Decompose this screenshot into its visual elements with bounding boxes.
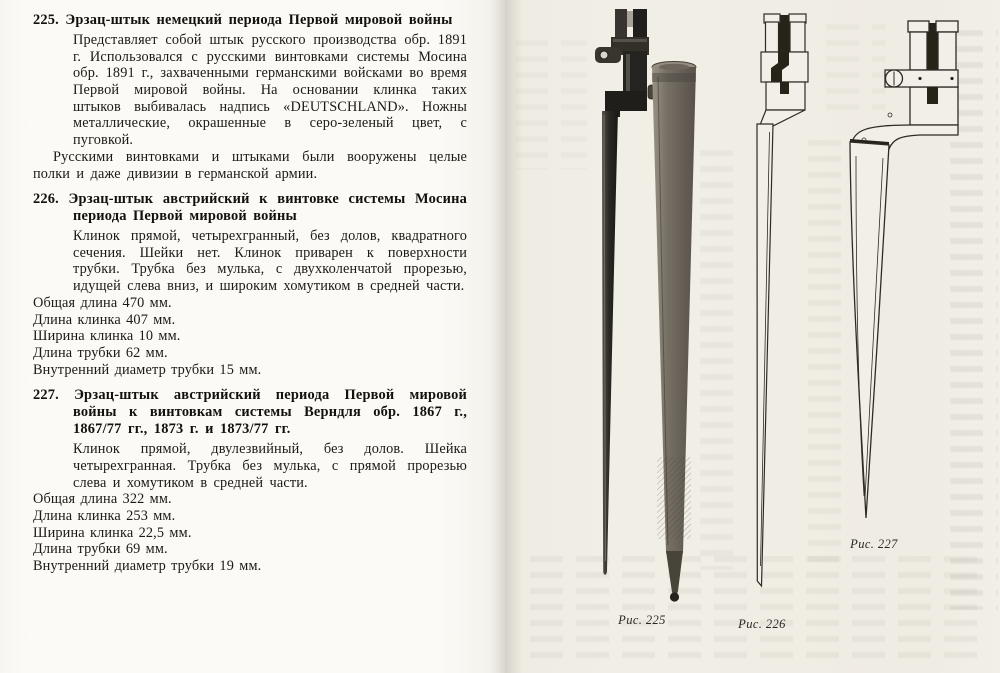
entry-paragraph: Русскими винтовками и штыками были вооружены целые полки и даже дивизии в германской армии. <box>33 148 467 182</box>
measurement-line: Длина клинка 253 мм. <box>33 507 176 524</box>
bayonet-drawing <box>850 21 958 518</box>
figure-227-drawing-werndl-ersatz-bayonet <box>840 18 962 530</box>
measurement-line: Внутренний диаметр трубки 19 мм. <box>33 558 262 575</box>
figure-caption-225: Рис. 225 <box>618 613 666 627</box>
entry-title <box>33 12 467 29</box>
entry-title <box>33 387 467 438</box>
entry-paragraph: Представляет собой штык русского производства обр. 1891 г. Использовался с русскими винтовками системы Мосина обр. 1891 г., захваченными германскими войсками во время Первой мировой войны. На основании клинка таких штыков выбивалась надпись «DEUTSCHLAND». Ножны металлические, окрашенные в серо-зеленый цвет, с пуговкой. <box>73 31 467 149</box>
bayonet-drawing <box>757 14 808 586</box>
figure-226-drawing-mosin-ersatz-bayonet <box>745 10 815 598</box>
figure-caption-226: Рис. 226 <box>738 617 786 631</box>
figure-225-photo-bayonet-and-scabbard <box>593 5 705 617</box>
measurement-line: Общая длина 470 мм. <box>33 294 172 311</box>
measurement-line: Общая длина 322 мм. <box>33 491 172 508</box>
entry-number: 226. <box>33 191 59 208</box>
bayonet-photo <box>595 9 649 575</box>
entry-title <box>33 191 467 225</box>
measurement-line: Длина трубки 62 мм. <box>33 344 168 361</box>
measurement-line: Длина клинка 407 мм. <box>33 311 176 328</box>
entry-number: 227. <box>33 387 59 404</box>
measurement-line: Длина трубки 69 мм. <box>33 541 168 558</box>
catalog-entry-225 <box>33 12 467 182</box>
entry-paragraph: Клинок прямой, четырехгранный, без долов, квадратного сечения. Шейки нет. Клинок приварен к поверхности трубки. Трубка без мулька, с двухколенчатой прорезью, идущей слева вниз, и широким хомутиком в средней части. <box>73 228 467 295</box>
measurement-line: Ширина клинка 10 мм. <box>33 328 181 345</box>
scabbard-photo <box>648 62 696 602</box>
measurement-line: Ширина клинка 22,5 мм. <box>33 524 192 541</box>
catalog-entry-227 <box>33 387 467 574</box>
entry-title-text: Эрзац-штык австрийский периода Первой мировой войны к винтовкам системы Верндля обр. 1867 г., 1867/77 гг., 1873 г. и 1873/77 гг. <box>73 387 467 438</box>
figure-caption-227: Рис. 227 <box>850 537 898 551</box>
entry-paragraph: Клинок прямой, двулезвийный, без долов. Шейка четырехгранная. Трубка без мулька, с прямой прорезью слева и хомутиком в средней части. <box>73 441 467 491</box>
entry-number: 225. <box>33 12 59 28</box>
page-gutter-shadow <box>489 0 523 673</box>
scabbard-ball-tip <box>670 592 679 601</box>
entry-title-text: Эрзац-штык австрийский к винтовке системы Мосина периода Первой мировой войны <box>68 191 467 225</box>
measurement-line: Внутренний диаметр трубки 15 мм. <box>33 361 262 378</box>
entry-title-text: Эрзац-штык немецкий периода Первой мировой войны <box>65 12 453 28</box>
catalog-entry-226 <box>33 191 467 378</box>
catalog-text-block <box>33 12 467 575</box>
